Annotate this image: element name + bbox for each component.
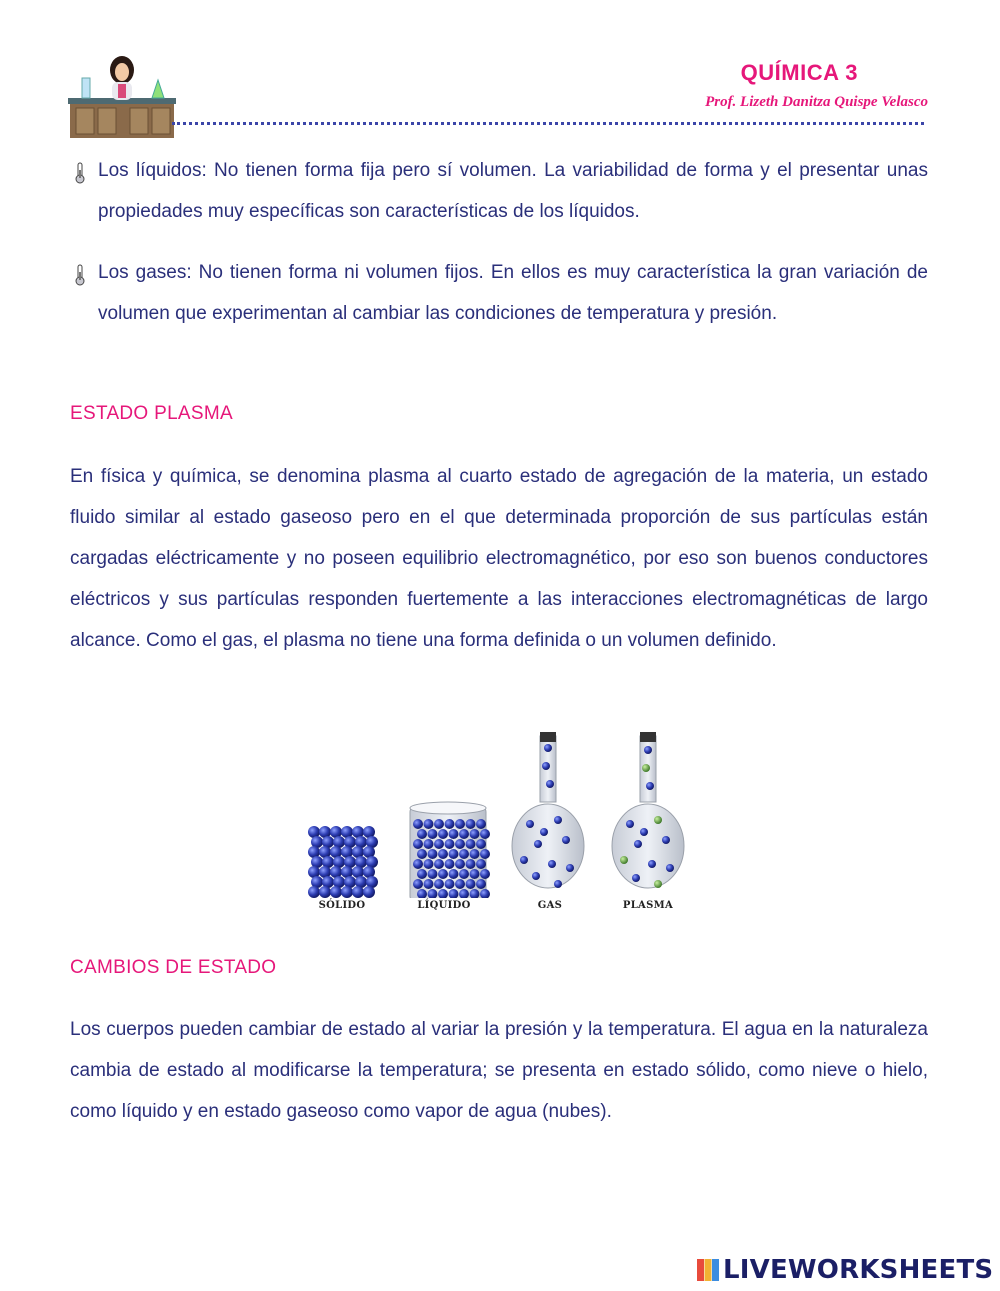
liquid-particle	[445, 839, 455, 849]
liquid-particle	[428, 829, 438, 839]
states-drawing	[300, 728, 700, 898]
liquid-particle	[455, 839, 465, 849]
liquid-particle	[449, 869, 459, 879]
liquid-particle	[413, 859, 423, 869]
gas-particle	[532, 872, 540, 880]
liquid-particle	[428, 869, 438, 879]
liquid-particle	[466, 879, 476, 889]
liquid-particle	[470, 869, 480, 879]
thermometer-icon	[74, 162, 86, 184]
gas-particle	[542, 762, 550, 770]
liquid-particle	[476, 879, 486, 889]
label-liquid: LÍQUIDO	[417, 900, 471, 911]
liquid-particle	[417, 849, 427, 859]
plasma-particle	[642, 764, 650, 772]
gas-particle	[534, 840, 542, 848]
liquid-particle	[455, 879, 465, 889]
plasma-particle	[620, 856, 628, 864]
liquid-particle	[438, 849, 448, 859]
bullet-gases	[70, 252, 928, 334]
solid-particle	[308, 886, 320, 898]
lab-teacher-illustration	[68, 52, 176, 140]
plasma-particle	[632, 874, 640, 882]
solid-particle	[341, 886, 353, 898]
liquid-particle	[466, 839, 476, 849]
course-title: QUÍMICA 3	[740, 60, 858, 85]
gas-particle	[540, 828, 548, 836]
liquid-particle	[434, 859, 444, 869]
gas-particle	[554, 816, 562, 824]
liquid-particle	[459, 869, 469, 879]
bullet-text: Los líquidos: No tienen forma fija pero sí volumen. La variabilidad de forma y el presentar unas propiedades muy específicas son características de los líquidos.	[98, 160, 928, 222]
header-divider	[172, 122, 924, 125]
states-of-matter-figure	[300, 728, 700, 918]
bullet-liquids	[70, 150, 928, 232]
gas-particle	[520, 856, 528, 864]
gas-particle	[546, 780, 554, 788]
liquid-particle	[476, 819, 486, 829]
solid-particle	[330, 886, 342, 898]
plasma-particle	[634, 840, 642, 848]
solid-particle	[352, 886, 364, 898]
liquid-particle	[434, 839, 444, 849]
plasma-particle	[654, 816, 662, 824]
liquid-particle	[449, 829, 459, 839]
liquid-particle	[455, 819, 465, 829]
solid-cube	[308, 826, 378, 898]
changes-paragraph: Los cuerpos pueden cambiar de estado al variar la presión y la temperatura. El agua en la naturaleza cambia de estado al modificarse la temperatura; se presenta en estado sólido, como nieve o hielo, como líquido y en estado gaseoso como vapor de agua (nubes).	[70, 1019, 928, 1122]
thermometer-icon	[74, 264, 86, 286]
liquid-particle	[480, 869, 490, 879]
liquid-particle	[476, 839, 486, 849]
plasma-particle	[640, 828, 648, 836]
changes-heading: CAMBIOS DE ESTADO	[70, 957, 277, 978]
plasma-particle	[644, 746, 652, 754]
liquid-particle	[470, 849, 480, 859]
gas-particle	[548, 860, 556, 868]
liquid-particle	[438, 869, 448, 879]
liquid-particle	[434, 879, 444, 889]
liquid-particle	[466, 819, 476, 829]
liquid-particle	[459, 849, 469, 859]
gas-particle	[566, 864, 574, 872]
liquid-particle	[438, 829, 448, 839]
label-gas: GAS	[537, 900, 563, 911]
liquid-particle	[434, 819, 444, 829]
solid-particle	[363, 886, 375, 898]
plasma-particle	[648, 860, 656, 868]
brand-name: LIVEWORKSHEETS	[723, 1255, 994, 1285]
liquid-particle	[480, 849, 490, 859]
liquid-particle	[424, 819, 434, 829]
liquid-particle	[413, 879, 423, 889]
plasma-particle	[626, 820, 634, 828]
liquid-particle	[470, 829, 480, 839]
liquid-particle	[480, 829, 490, 839]
plasma-paragraph: En física y química, se denomina plasma al cuarto estado de agregación de la materia, un estado fluido similar al estado gaseoso pero en el que determinada proporción de sus partículas están cargadas eléctricamente y no poseen equilibrio electromagnético, por eso son buenos conductores eléctricos y sus partículas responden fuertemente a las interacciones electromagnéticas de largo alcance. Como el gas, el plasma no tiene una forma definida o un volumen definido.	[70, 466, 928, 651]
gas-particle	[554, 880, 562, 888]
gas-particle	[526, 820, 534, 828]
liquid-particle	[417, 829, 427, 839]
plasma-particle	[666, 864, 674, 872]
liquid-particle	[413, 839, 423, 849]
label-plasma: PLASMA	[622, 900, 674, 911]
brand-badge-icon	[697, 1259, 719, 1281]
gas-particle	[562, 836, 570, 844]
plasma-particle	[654, 880, 662, 888]
liquid-particle	[424, 839, 434, 849]
liquid-particle	[424, 859, 434, 869]
plasma-particle	[662, 836, 670, 844]
liquid-particle	[449, 849, 459, 859]
liquid-particle	[413, 819, 423, 829]
liquid-particle	[428, 849, 438, 859]
liquid-particle	[445, 879, 455, 889]
liquid-particle	[476, 859, 486, 869]
liquid-particle	[424, 879, 434, 889]
plasma-particle	[646, 782, 654, 790]
liquid-particle	[466, 859, 476, 869]
liveworksheets-logo	[697, 1255, 993, 1285]
liquid-particle	[459, 829, 469, 839]
label-solid: SÓLIDO	[318, 900, 366, 911]
liquid-particle	[445, 819, 455, 829]
gas-particle	[544, 744, 552, 752]
plasma-heading: ESTADO PLASMA	[70, 403, 233, 424]
bullet-text: Los gases: No tienen forma ni volumen fijos. En ellos es muy característica la gran variación de volumen que experimentan al cambiar las condiciones de temperatura y presión.	[98, 262, 928, 324]
liquid-particle	[445, 859, 455, 869]
solid-particle	[319, 886, 331, 898]
teacher-name: Prof. Lizeth Danitza Quispe Velasco	[705, 94, 928, 110]
liquid-particle	[417, 869, 427, 879]
liquid-particle	[455, 859, 465, 869]
